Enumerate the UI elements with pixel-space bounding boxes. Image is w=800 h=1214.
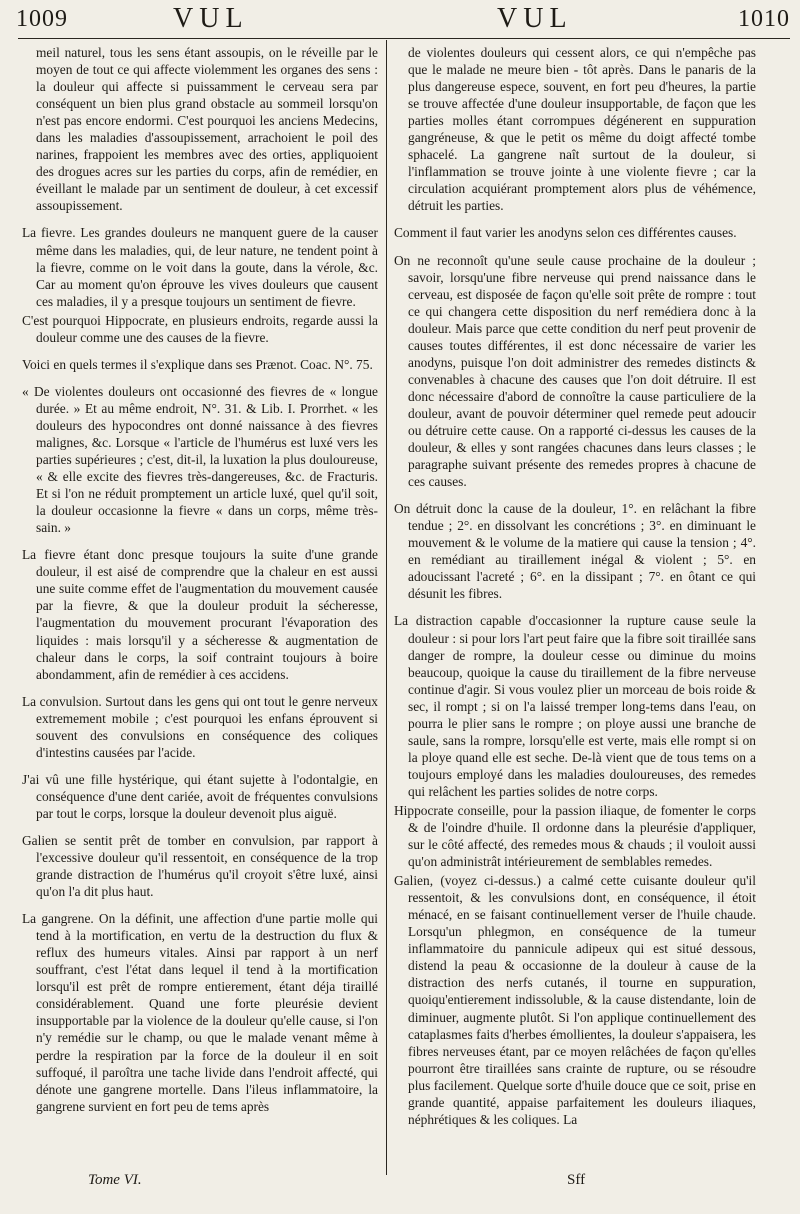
- page-number-right: 1010: [738, 6, 790, 32]
- paragraph: Galien, (voyez ci-dessus.) a calmé cette cuisante douleur qu'il ressentoit, & les convulsions dont, en conséquence, il étoit ménacé, en se faisant continuellement verser de l'huile chaude. Lorsqu'un phlegmon, en conséquence de la tumeur inflammatoire du pannicule adipeux qui est situé dessous, distend la peau & occasionne de la douleur à cause de la distraction des nerfs cutanés, il tourne en suppuration, quoiqu'entierement indissoluble, & la cause distendante, loin de diminuer, augmente plutôt. Si l'on applique continuellement des cataplasmes faits d'herbes émollientes, la douleur s'appaisera, les fibres nerveuses étant, par ce moyen relâchées de façon qu'elles pourront être tiraillées sans crainte de rupture, ou se résoudre plus facilement. Quelque sorte d'huile douce que ce soit, prise en grande quantité, appaise parfaitement les douleurs iliaques, néphrétiques & les coliques. La: [394, 873, 756, 1127]
- column-divider: [386, 40, 387, 1175]
- paragraph: La convulsion. Surtout dans les gens qui ont tout le genre nerveux extremement mobile ; c'est pourquoi les enfans éprouvent si souvent des convulsions en conséquence des coliques d'intestins causées par l'acide.: [22, 693, 378, 760]
- volume-label: Tome VI.: [88, 1172, 142, 1188]
- header-rule: [18, 38, 790, 39]
- guide-word-left: VUL: [173, 3, 249, 34]
- paragraph: La fievre. Les grandes douleurs ne manquent guere de la causer même dans les maladies, qui, de leur nature, ne tendent point à la fievre, comme on le voit dans la goute, dans la vérole, &c. Car au moment qu'on éprouve les vives douleurs que causent ces maladies, il y a presque toujours un sentiment de fievre.: [22, 225, 378, 309]
- paragraph: On ne reconnoît qu'une seule cause prochaine de la douleur ; savoir, lorsqu'une fibre nerveuse qui prend naissance dans le cerveau, est disposée de façon qu'elle soit prête de rompre : tout ce qui changera cette disposition du nerf remédiera donc à la douleur. Mais parce que cette condition du nerf peut provenir de causes toutes différentes, il est donc nécessaire de varier les anodyns, puisque l'on doit administrer des remedes distincts & convenables à chacune des causes que l'on doit détruire. Il est donc nécessaire d'abord de connoître la cause particuliere de la douleur, avant de pouvoir déterminer quel remede peut adoucir ou détruire cette cause. On a rapporté ci-dessus les causes de la douleur, & elles y sont rangées chacunes dans leurs classes ; le paragraphe suivant présente des remedes propres à chacune de ces causes.: [394, 252, 756, 490]
- paragraph: « De violentes douleurs ont occasionné des fievres de « longue durée. » Et au même endroit, N°. 31. & Lib. I. Prorrhet. « les douleurs des hypocondres ont donné naissance à des fievres malignes, &c. Lorsque « l'article de l'humérus est luxé vers les parties supérieures ; c'est, dit-il, la luxation la plus douloureuse, « & elle excite des fievres très-dangereuses, &c. de Fracturis. Et si l'on ne réduit promptement un article luxé, quel qu'il soit, la douleur occasionne la fievre « dans un corps, même très-sain. »: [22, 383, 378, 536]
- guide-word-right: VUL: [497, 3, 573, 34]
- right-column: [394, 44, 756, 1138]
- paragraph: meil naturel, tous les sens étant assoupis, on le réveille par le moyen de tout ce qui affecte violemment les organes des sens : la douleur qui affecte si puissamment le cerveau sera par conséquent un bien plus grand obstacle au sommeil lorsqu'on n'est pas encore endormi. C'est pourquoi les anciens Medecins, dans les maladies d'assoupissement, arrachoient le poil des narines, frappoient les membres avec des orties, appliquoient des drogues acres sur les parties du corps, afin de remédier, en éveillant le malade par un sentiment de douleur, à cet excessif assoupissement.: [36, 45, 378, 214]
- paragraph: Galien se sentit prêt de tomber en convulsion, par rapport à l'excessive douleur qu'il ressentoit, en conséquence de la trop grande distraction de l'humérus qu'il croyoit s'être luxé, ainsi qu'on l'a dit plus haut.: [22, 832, 378, 900]
- paragraph: Voici en quels termes il s'explique dans ses Prænot. Coac. N°. 75.: [22, 356, 373, 372]
- signature-mark: Sff: [567, 1172, 586, 1188]
- paragraph: de violentes douleurs qui cessent alors, ce qui n'empêche pas que le malade ne meure bien - tôt après. Dans le panaris de la plus dangereuse espece, souvent, en fort peu d'heures, la partie se trouve affectée d'une douleur insupportable, de façon que les parties molles étant corrompues dégénerent en suppuration gangréneuse, & que le petit os même du doigt affecté tombe sphacelé. La gangrene naît surtout de la douleur, si l'inflammation se trouve jointe à une violente fievre ; car la circulation acquiérant promptement alors plus de véhémence, détruit les parties.: [408, 45, 756, 214]
- paragraph: La distraction capable d'occasionner la rupture cause seule la douleur : si pour lors l'art peut faire que la fibre soit tiraillée sans danger de rompre, la douleur cesse ou diminue du moins beaucoup, quoique la cause du tiraillement de la fibre nerveuse continue d'agir. Si vous voulez plier un morceau de bois roide & sec, il rompt ; si on l'a laissé tremper long-tems dans l'eau, on pourra le plier sans le rompre ; on ploye aussi une branche de saule, sans la rompre, lorsqu'elle est verte, mais elle rompt si on la ploye quand elle est seche. De-là vient que de tous tems on a toujours employé dans les maladies douloureuses, des remedes qui relâchent les parties solides de notre corps.: [394, 613, 756, 799]
- paragraph: La gangrene. On la définit, une affection d'une partie molle qui tend à la mortification, en vertu de la destruction du flux & reflux des humeurs vitales. Ainsi par rapport à un nerf souffrant, c'est l'état dans lequel il tend à la mortification lorsqu'il est prêt de rompre entierement, étant déja tiraillé considérablement. Quand une forte pleurésie devient insupportable par la violence de la douleur qu'elle cause, si l'on n'y remédie sur le champ, ou que le malade venant même à perdre la respiration par la force de la douleur il en soit suffoqué, il paroîtra une tache livide dans l'endroit affecté, qui dénote une gangrene mortelle. Dans l'ileus inflammatoire, la gangrene survient en fort peu de tems après: [22, 911, 378, 1114]
- page-number-left: 1009: [16, 6, 68, 32]
- left-column: [22, 44, 378, 1125]
- paragraph: On détruit donc la cause de la douleur, 1°. en relâchant la fibre tendue ; 2°. en dissolvant les concrétions ; 3°. en diminuant le mouvement & le volume de la matiere qui cause la tension ; 4°. en remédiant au tiraillement inégal & violent ; 5°. en adoucissant l'acreté ; 6°. en la dissipant ; 7°. en ôtant ce qui désunit les fibres.: [394, 501, 756, 602]
- paragraph: Hippocrate conseille, pour la passion iliaque, de fomenter le corps & de l'oindre d'huile. Il ordonne dans la pleurésie d'appliquer, sur le côté affecté, des remedes mous & chauds ; il vouloit aussi qu'on administrât intérieurement de semblables remedes.: [394, 802, 756, 870]
- page-footer: [0, 1172, 800, 1194]
- paragraph: Comment il faut varier les anodyns selon ces différentes causes.: [394, 225, 737, 241]
- paragraph: J'ai vû une fille hystérique, qui étant sujette à l'odontalgie, en conséquence d'une dent cariée, avoit de fréquentes convulsions par tout le corps, lorsque la douleur devenoit plus aiguë.: [22, 771, 378, 821]
- paragraph: La fievre étant donc presque toujours la suite d'une grande douleur, il est aisé de comprendre que la chaleur en est aussi une suite comme effet de l'augmentation du mouvement causée par la fievre, & que la douleur produit la sécheresse, l'augmentation du mouvement procurant l'évaporation des liquides : mais lorsqu'il y a sécheresse & augmentation de chaleur dans le corps, la soif contraint toujours à boire abondamment, afin de remédier à ces accidens.: [22, 547, 378, 682]
- paragraph: C'est pourquoi Hippocrate, en plusieurs endroits, regarde aussi la douleur comme une des causes de la fievre.: [22, 312, 378, 345]
- running-header: [0, 2, 800, 36]
